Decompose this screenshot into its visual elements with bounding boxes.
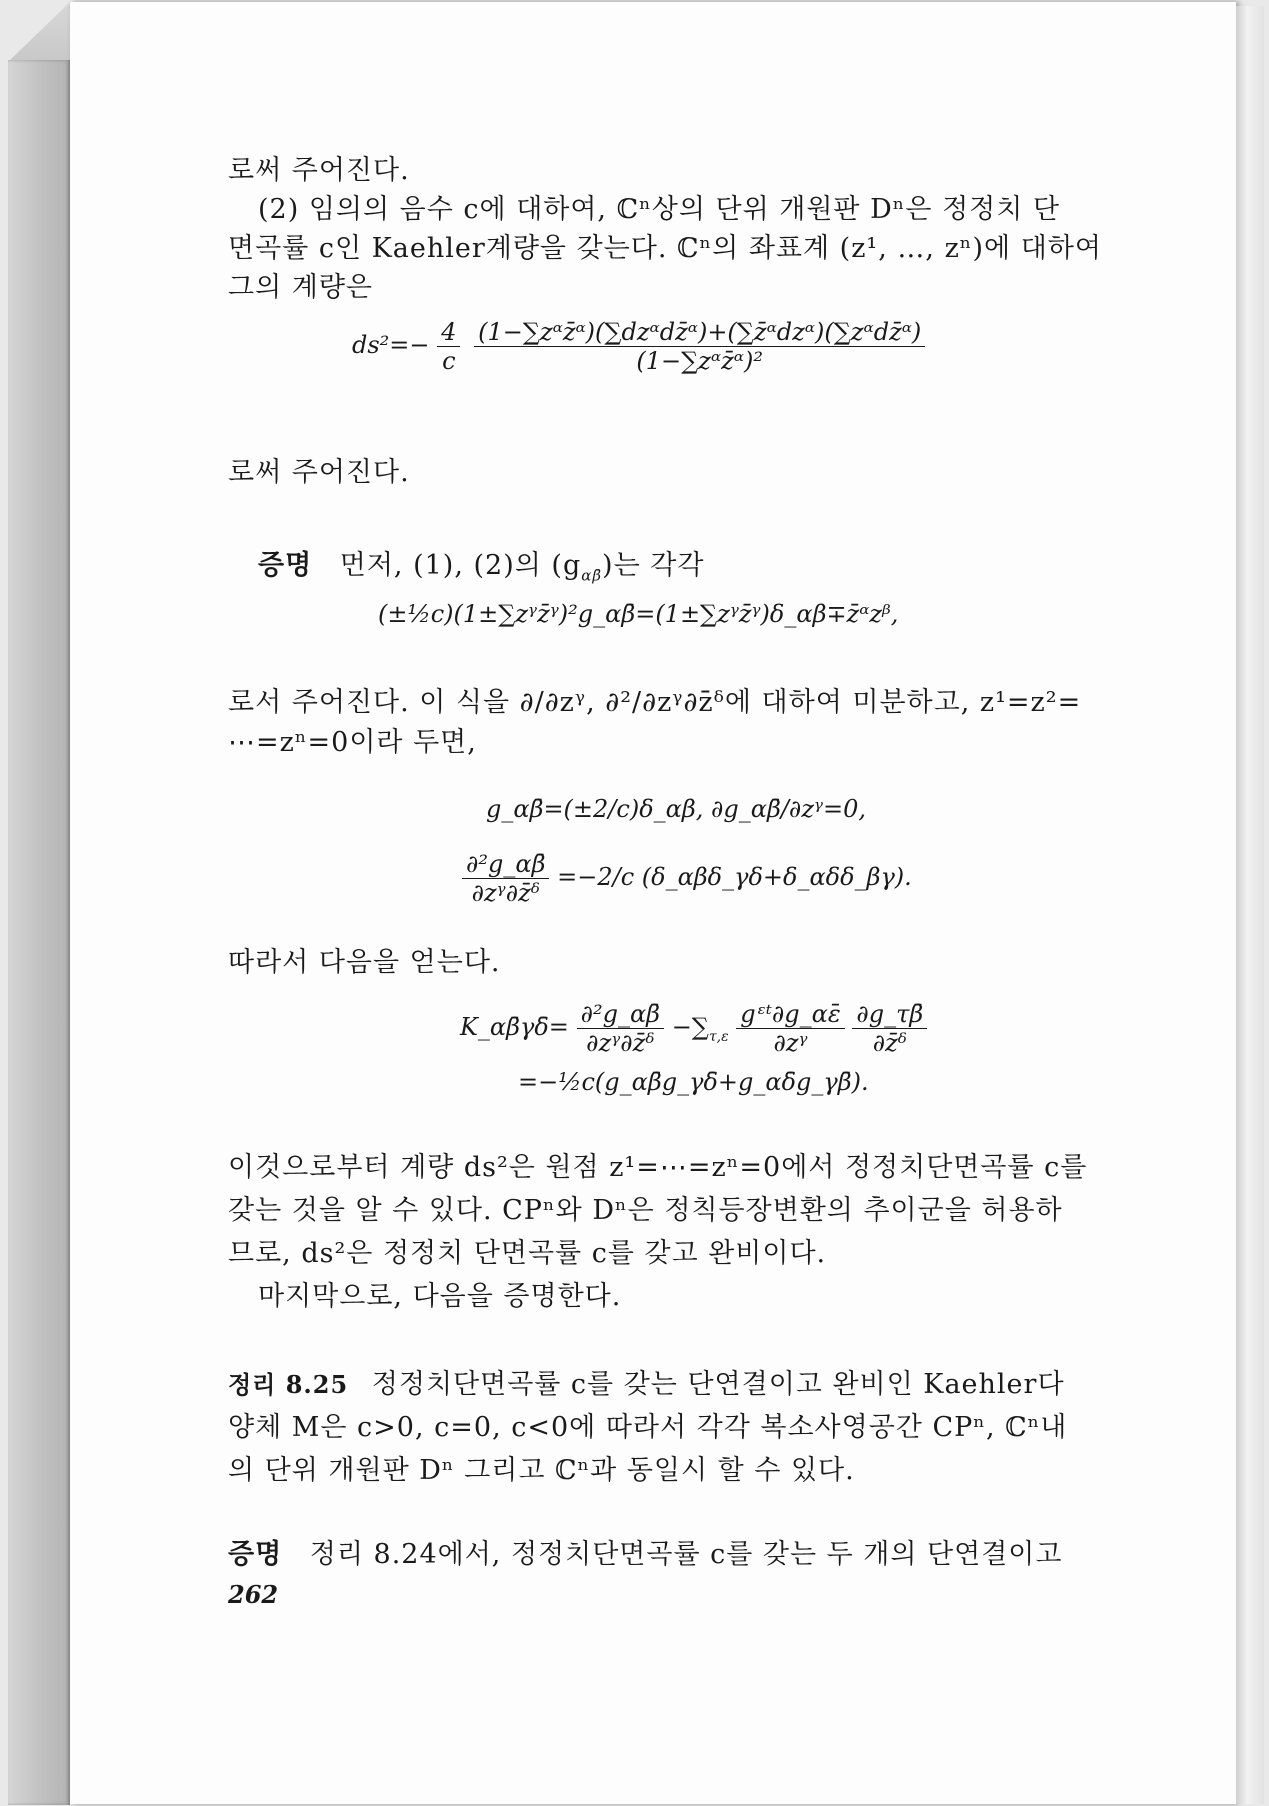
text-line: (2) 임의의 음수 c에 대하여, ℂⁿ상의 단위 개원판 Dⁿ은 정정치 단	[258, 194, 1060, 225]
proof-label: 증명	[258, 550, 313, 581]
equation-g: (±½c)(1±∑zᵞz̄ᵞ)²g_αβ̄=(1±∑zᵞz̄ᵞ)δ_αβ∓z̄ᵅzᵝ,	[378, 600, 899, 628]
eq-rhs: =−2/c (δ_αβδ_γδ+δ_αδδ_βγ).	[557, 863, 912, 891]
theorem-label: 정리 8.25	[228, 1370, 349, 1399]
proof-subscript: αβ̄	[581, 566, 603, 585]
eq-denominator: ∂zᵞ∂z̄ᵟ	[586, 1029, 655, 1057]
eq-coef-den: c	[442, 347, 456, 375]
theorem-line: 양체 M은 c>0, c=0, c<0에 따라서 각각 복소사영공간 CPⁿ, ℂⁿ내	[228, 1412, 1068, 1443]
eq-denominator: ∂z̄ᵟ	[872, 1029, 907, 1057]
eq-fraction	[736, 1000, 844, 1057]
text-seg: ᵟ에 대하여 미분하고, z¹=z²=	[713, 687, 1082, 718]
equation-second-deriv	[462, 850, 912, 907]
text-line: 갖는 것을 알 수 있다. CPⁿ와 Dⁿ은 정칙등장변환의 추이군을 허용하	[228, 1195, 1063, 1226]
eq-lhs: K_αβ̄γδ̄=	[460, 1013, 569, 1041]
text-line: 이것으로부터 계량 ds²은 원점 z¹=⋯=zⁿ=0에서 정정치단면곡률 c를	[228, 1152, 1088, 1183]
text-line: 따라서 다음을 얻는다.	[228, 947, 501, 978]
eq-fraction	[852, 1000, 927, 1057]
page-edge	[1236, 6, 1264, 1804]
text-line: 면곡률 c인 Kaehler계량을 갖는다. ℂⁿ의 좌표계 (z¹, …, zⁿ)에 대하여	[228, 233, 1102, 264]
eq-lhs: ds²=−	[352, 331, 430, 359]
text-line: 로써 주어진다.	[228, 457, 410, 488]
proof-text-tail: )는 각각	[602, 550, 705, 581]
text-seg: ᵞ, ∂²/∂zᵞ∂z̄	[574, 687, 714, 718]
proof-text: 먼저, (1), (2)의 (g	[339, 550, 582, 581]
theorem-text: 정정치단면곡률 c를 갖는 단연결이고 완비인 Kaehler다	[371, 1369, 1065, 1400]
eq-fraction	[577, 1000, 664, 1057]
eq-numerator: ∂g_τβ̄	[852, 1000, 927, 1029]
eq-sum-index: τ,ε	[708, 1028, 729, 1045]
text-seg: 로서 주어진다. 이 식을 ∂/∂z	[228, 687, 575, 718]
page-number: 262	[228, 1580, 279, 1609]
eq-fraction	[462, 850, 549, 907]
text-line: 로써 주어진다.	[228, 155, 410, 186]
text-line: ⋯=zⁿ=0이라 두면,	[228, 727, 477, 758]
equation-curvature	[460, 1000, 927, 1057]
proof-text: 정리 8.24에서, 정정치단면곡률 c를 갖는 두 개의 단연결이고	[309, 1539, 1063, 1570]
equation-g-derivs: g_αβ̄=(±2/c)δ_αβ, ∂g_αβ̄/∂zᵞ=0,	[486, 795, 867, 823]
proof-label: 증명	[228, 1539, 283, 1570]
eq-coefficient	[437, 318, 460, 375]
eq-fraction	[474, 318, 925, 375]
eq-denominator: ∂zᵞ∂z̄ᵟ	[471, 879, 540, 907]
eq-numerator: ∂²g_αβ̄	[577, 1000, 664, 1029]
equation-curvature-result: =−½c(g_αβ̄g_γδ̄+g_αδ̄g_γβ̄).	[518, 1068, 869, 1096]
eq-coef-num: 4	[437, 318, 460, 347]
equation-metric	[352, 318, 925, 375]
theorem-line: 의 단위 개원판 Dⁿ 그리고 ℂⁿ과 동일시 할 수 있다.	[228, 1455, 855, 1486]
book-spine-top	[8, 2, 70, 62]
eq-numerator: (1−∑zᵅz̄ᵅ)(∑dzᵅdz̄ᵅ)+(∑z̄ᵅdzᵅ)(∑zᵅdz̄ᵅ)	[474, 318, 925, 347]
book-spine	[8, 60, 70, 1805]
text-line: 마지막으로, 다음을 증명한다.	[258, 1281, 622, 1312]
text-line: 므로, ds²은 정정치 단면곡률 c를 갖고 완비이다.	[228, 1238, 827, 1269]
proof-line	[258, 543, 704, 584]
text-line	[228, 680, 1081, 719]
theorem-line	[228, 1362, 1065, 1401]
eq-numerator: ∂²g_αβ̄	[462, 850, 549, 879]
eq-sum: −∑	[671, 1013, 709, 1041]
text-line: 그의 계량은	[228, 272, 373, 303]
eq-denominator: (1−∑zᵅz̄ᵅ)²	[636, 347, 763, 375]
proof-line	[228, 1532, 1062, 1571]
eq-denominator: ∂zᵞ	[773, 1029, 808, 1057]
eq-numerator: gᵋᵗ∂g_αε̄	[736, 1000, 844, 1029]
